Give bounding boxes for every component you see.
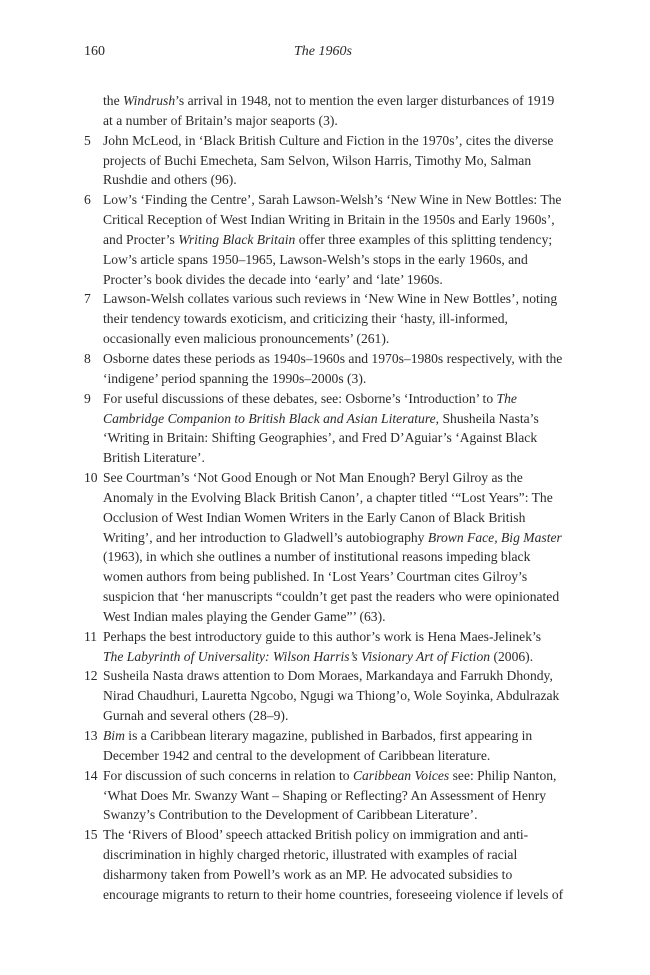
endnote-12 <box>84 666 564 726</box>
endnote-text: Lawson-Welsh collates various such reviews in ‘New Wine in New Bottles’, noting their tendency towards exoticism, and criticizing their ‘hasty, ill-informed, occasionally even malicious pronouncements’ (261). <box>103 291 558 347</box>
endnote-text: , Shusheila Nasta’s ‘Writing in Britain: Shifting Geographies’, and Fred D’Aguiar’s ‘Against Black British Literature’. <box>103 410 539 466</box>
endnote-6 <box>84 190 564 289</box>
endnote-text: (2006). <box>490 648 534 664</box>
endnote-number: 6 <box>84 192 91 208</box>
endnote-text: John McLeod, in ‘Black British Culture and Fiction in the 1970s’, cites the diverse projects of Buchi Emecheta, Sam Selvon, Wilson Harris, Timothy Mo, Salman Rushdie and others (96). <box>103 132 554 188</box>
endnotes-list <box>84 91 564 905</box>
endnote-text: Low’s ‘Finding the Centre’, Sarah Lawson-Welsh’s ‘New Wine in New Bottles: The Critical Reception of West Indian Writing in Britain in the 1950s and Early 1960s’, and Procter’s <box>103 192 562 247</box>
italic-title: Writing Black Britain <box>178 231 296 247</box>
endnote-number: 12 <box>84 668 98 684</box>
endnote-number: 14 <box>84 767 98 783</box>
endnote-text: The ‘Rivers of Blood’ speech attacked British policy on immigration and anti-discrimination in highly charged rhetoric, illustrated with examples of racial disharmony taken from Powell’s work as an MP. He advocated subsidies to encourage migrants to return to their home countries, foreseeing violence if levels of <box>103 827 564 902</box>
italic-title: Brown Face, Big Master <box>427 529 562 545</box>
endnote-10 <box>84 468 564 627</box>
endnote-5 <box>84 131 564 191</box>
endnote-continuation <box>84 91 564 131</box>
endnote-number: 10 <box>84 470 98 486</box>
endnote-text: see: Philip Nanton, ‘What Does Mr. Swanzy Want – Shaping or Reflecting? An Assessment of Henry Swanzy’s Contribution to the Development of Caribbean Literature’. <box>103 767 557 823</box>
endnote-number: 15 <box>84 827 98 843</box>
italic-title: Bim <box>103 728 125 743</box>
endnote-9 <box>84 389 564 468</box>
endnote-13 <box>84 726 564 766</box>
endnote-11 <box>84 627 564 667</box>
endnote-number: 7 <box>84 291 91 307</box>
endnote-text: See Courtman’s ‘Not Good Enough or Not Man Enough? Beryl Gilroy as the Anomaly in the Evolving Black British Canon’, a chapter titled ‘“Lost Years”: The Occlusion of West Indian Women Writers in the Early Canon of Black British Writing’, and her introduction to Gladwell’s autobiography <box>103 470 553 545</box>
endnote-text: offer three examples of this splitting tendency; Low’s article spans 1950–1965, Lawson-Welsh’s stops in the early 1960s, and Procter’s book divides the decade into ‘early’ and ‘late’ 1960s. <box>103 231 553 287</box>
running-head: The 1960s <box>294 44 352 59</box>
endnote-8 <box>84 349 564 389</box>
endnote-15 <box>84 825 564 904</box>
italic-title: Windrush <box>123 93 176 108</box>
endnote-text: Osborne dates these periods as 1940s–1960s and 1970s–1980s respectively, with the ‘indigene’ period spanning the 1990s–2000s (3). <box>103 350 563 386</box>
endnote-14 <box>84 766 564 826</box>
page-header <box>84 44 562 64</box>
endnote-text: ’s arrival in 1948, not to mention the even larger disturbances of 1919 at a number of Britain’s major seaports (3). <box>103 93 555 128</box>
endnote-number: 5 <box>84 132 91 148</box>
endnote-text: For discussion of such concerns in relation to <box>103 767 353 783</box>
endnote-number: 11 <box>84 628 98 644</box>
endnote-text: the <box>103 93 124 108</box>
page-number: 160 <box>84 44 105 59</box>
italic-title: The Labyrinth of Universality: Wilson Harris’s Visionary Art of Fiction <box>103 648 491 664</box>
endnote-text: For useful discussions of these debates, see: Osborne’s ‘Introduction’ to <box>103 390 497 406</box>
endnote-text: (1963), in which she outlines a number of institutional reasons impeding black women authors from being published. In ‘Lost Years’ Courtman cites Gilroy’s suspicion that ‘her manuscripts “couldn’t get past the readers who were opinionated West Indian males playing the Gender Game”’ (63). <box>103 549 560 624</box>
endnote-text: Susheila Nasta draws attention to Dom Moraes, Markandaya and Farrukh Dhondy, Nirad Chaudhuri, Lauretta Ngcobo, Ngugi wa Thiong’o, Wole Soyinka, Abdulrazak Gurnah and several others (28–9). <box>103 668 560 724</box>
endnote-number: 13 <box>84 728 98 743</box>
italic-title: The Cambridge Companion to British Black and Asian Literature <box>103 390 517 426</box>
endnote-text: Perhaps the best introductory guide to this author’s work is Hena Maes-Jelinek’s <box>103 628 542 644</box>
italic-title: Caribbean Voices <box>352 767 450 783</box>
endnote-number: 9 <box>84 390 91 406</box>
endnote-7 <box>84 289 564 349</box>
endnote-number: 8 <box>84 350 91 366</box>
endnote-text: is a Caribbean literary magazine, published in Barbados, first appearing in December 1942 and central to the development of Caribbean literature. <box>103 728 533 763</box>
